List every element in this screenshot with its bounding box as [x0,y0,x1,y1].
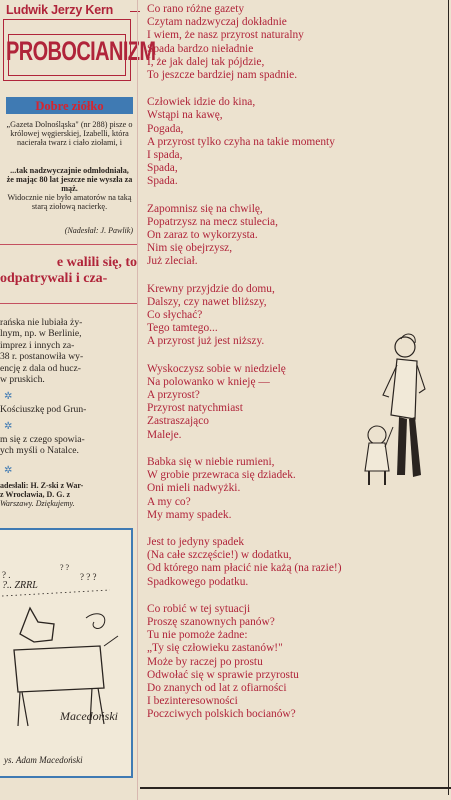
cartoon-drawing [0,530,131,776]
left-column [0,0,156,800]
poem-line: I spada, [147,149,183,162]
poem-line: On zaraz to wykorzysta. [147,229,258,242]
poem-line: Odwołać się w sprawie przyrostu [147,668,299,681]
poem-line: Człowiek idzie do kina, [147,96,256,109]
dobre-ziolko-signature: (Nadesłał: J. Pawlik) [64,226,133,235]
poem-line: Czytam nadzwyczaj dokładnie [147,16,287,29]
asterisk-separator: ✲ [4,465,13,476]
article-headline-line-2: odpatrywali i cza- [0,271,108,286]
poem-line: Co rano różne gazety [147,3,245,15]
poem-line: Maleje. [147,428,182,441]
poem-line: A przyrost już jest niższy. [147,335,265,348]
nadeslali-line: z Wrocławia, D. G. z [0,490,70,499]
poem-line: My mamy spadek. [147,508,232,521]
poem-line: Tego tamtego... [147,322,218,335]
poem-line: A przyrost? [147,389,200,402]
dobre-ziolko-paragraph-3: Widocznie nie było amatorów na taką starą ziołową nacierkę. [7,193,132,211]
poem-line: Już zleciał. [147,255,198,268]
poem-line: Spada, [147,162,178,175]
poem [147,3,342,736]
article-paragraph-line: ych myśli o Natalce. [0,445,79,456]
cartoon-frame [0,528,133,778]
poem-line: I, że jak dalej tak pójdzie, [147,55,265,68]
dobre-ziolko-heading: Dobre ziółko [6,97,133,114]
poem-line: Spada. [147,175,178,188]
man-and-child-illustration [355,325,445,495]
poem-line: Poczciwych polskich bocianów? [147,708,296,721]
poem-line: Dalszy, czy nawet bliższy, [147,295,267,308]
poem-stanza [147,363,342,442]
poem-line: Od którego nam płacić nie każą (na razie!) [147,562,342,575]
poem-line: Jest to jedyny spadek [147,535,245,548]
asterisk-separator: ✲ [4,391,13,402]
poem-stanza [147,456,342,522]
poem-line: To jeszcze bardziej nam spadnie. [147,69,298,82]
poem-line: Pogada, [147,122,184,135]
poem-line: Co robić w tej sytuacji [147,602,251,615]
cartoon-credit: ys. Adam Macedoński [4,755,83,765]
nadeslali-line: adesłali: H. Z-ski z War- [0,481,84,490]
poem-line: W grobie przewraca się dziadek. [147,469,296,482]
poem-stanza [147,536,342,589]
poem-line: Spada bardzo nieładnie [147,42,254,55]
author-name: Ludwik Jerzy Kern [6,3,114,17]
poem-line: Co słychać? [147,309,203,322]
poem-stanza [147,603,342,722]
divider [0,244,137,245]
poem-line: Spadkowego podatku. [147,575,249,588]
svg-text:? ? ?: ? ? ? [80,572,97,582]
article-kosciuszko-line: Kościuszkę pod Grun- [0,404,87,415]
poem-line: Wstąpi na kawę, [147,109,223,122]
article-paragraph-line: encję z dala od hucz- [0,363,81,374]
svg-text:? ?: ? ? [60,563,70,572]
poem-line: Zastraszająco [147,415,209,428]
poem-line: Do znanych od lat z ofiarności [147,681,287,694]
poem-line: Tu nie pomoże żadne: [147,629,248,642]
poem-line: Nim się obejrzysz, [147,242,233,255]
poem-line: Zapomnisz się na chwilę, [147,202,263,215]
poem-line: A przyrost tylko czyha na takie momenty [147,135,335,148]
column-title: PROBOCIANIZM [6,37,156,67]
poem-line: Oni mieli nadwyżki. [147,482,241,495]
poem-line: (Na całe szczęście!) w dodatku, [147,549,292,562]
poem-line: Przyrost natychmiast [147,402,243,415]
poem-stanza [147,203,342,269]
cartoon-signature: Macedoński [60,709,118,723]
page-border [140,787,451,789]
article-paragraph-line: w pruskich. [0,374,45,385]
poem-stanza [147,3,342,82]
article-paragraph-line: m się z czego spowia- [0,434,85,445]
article-paragraph-line: 38 r. postanowiła wy- [0,351,84,362]
divider [0,303,137,304]
dobre-ziolko-paragraph-1: „Gazeta Dolnośląska" (nr 288) pisze o królowej węgierskiej, Izabelli, która nacierała twarz i ciało ziołami, i [6,120,133,147]
poem-stanza [147,96,342,188]
dobre-ziolko-quote: ...tak nadzwyczajnie odmłodniała, że mając 80 lat jeszcze nie wyszła za mąż. [6,166,133,193]
poem-line: Na polowanko w knieję — [147,375,270,388]
cartoon-sound-text: ?.. ZRRL [2,580,38,591]
poem-line: Może by raczej po prostu [147,655,263,668]
nadeslali-line: Warszawy. Dziękujemy. [0,499,75,508]
poem-line: Krewny przyjdzie do domu, [147,282,275,295]
article-paragraph-line: lnym, np. w Berlinie, [0,328,82,339]
poem-line: Babka się w niebie rumieni, [147,455,275,468]
poem-line: A my co? [147,495,191,508]
column-divider [137,0,138,800]
poem-line: I wiem, że nasz przyrost naturalny [147,29,304,42]
svg-text:? .: ? . [2,570,11,580]
article-paragraph-line: rańska nie lubiała ży- [0,317,83,328]
poem-line: Proszę szanownych panów? [147,615,275,628]
article-paragraph-line: imprez i innych za- [0,340,75,351]
poem-line: Wyskoczysz sobie w niedzielę [147,362,286,375]
article-headline-line-1: e walili się, to [56,255,137,270]
asterisk-separator: ✲ [4,421,13,432]
poem-stanza [147,283,342,349]
poem-column [140,0,451,800]
poem-line: Popatrzysz na mecz stulecia, [147,215,278,228]
page-border [448,0,449,795]
poem-line: „Ty się człowieku zastanów!" [147,642,283,655]
header-rule [130,11,140,12]
poem-line: I bezinteresowności [147,695,238,708]
